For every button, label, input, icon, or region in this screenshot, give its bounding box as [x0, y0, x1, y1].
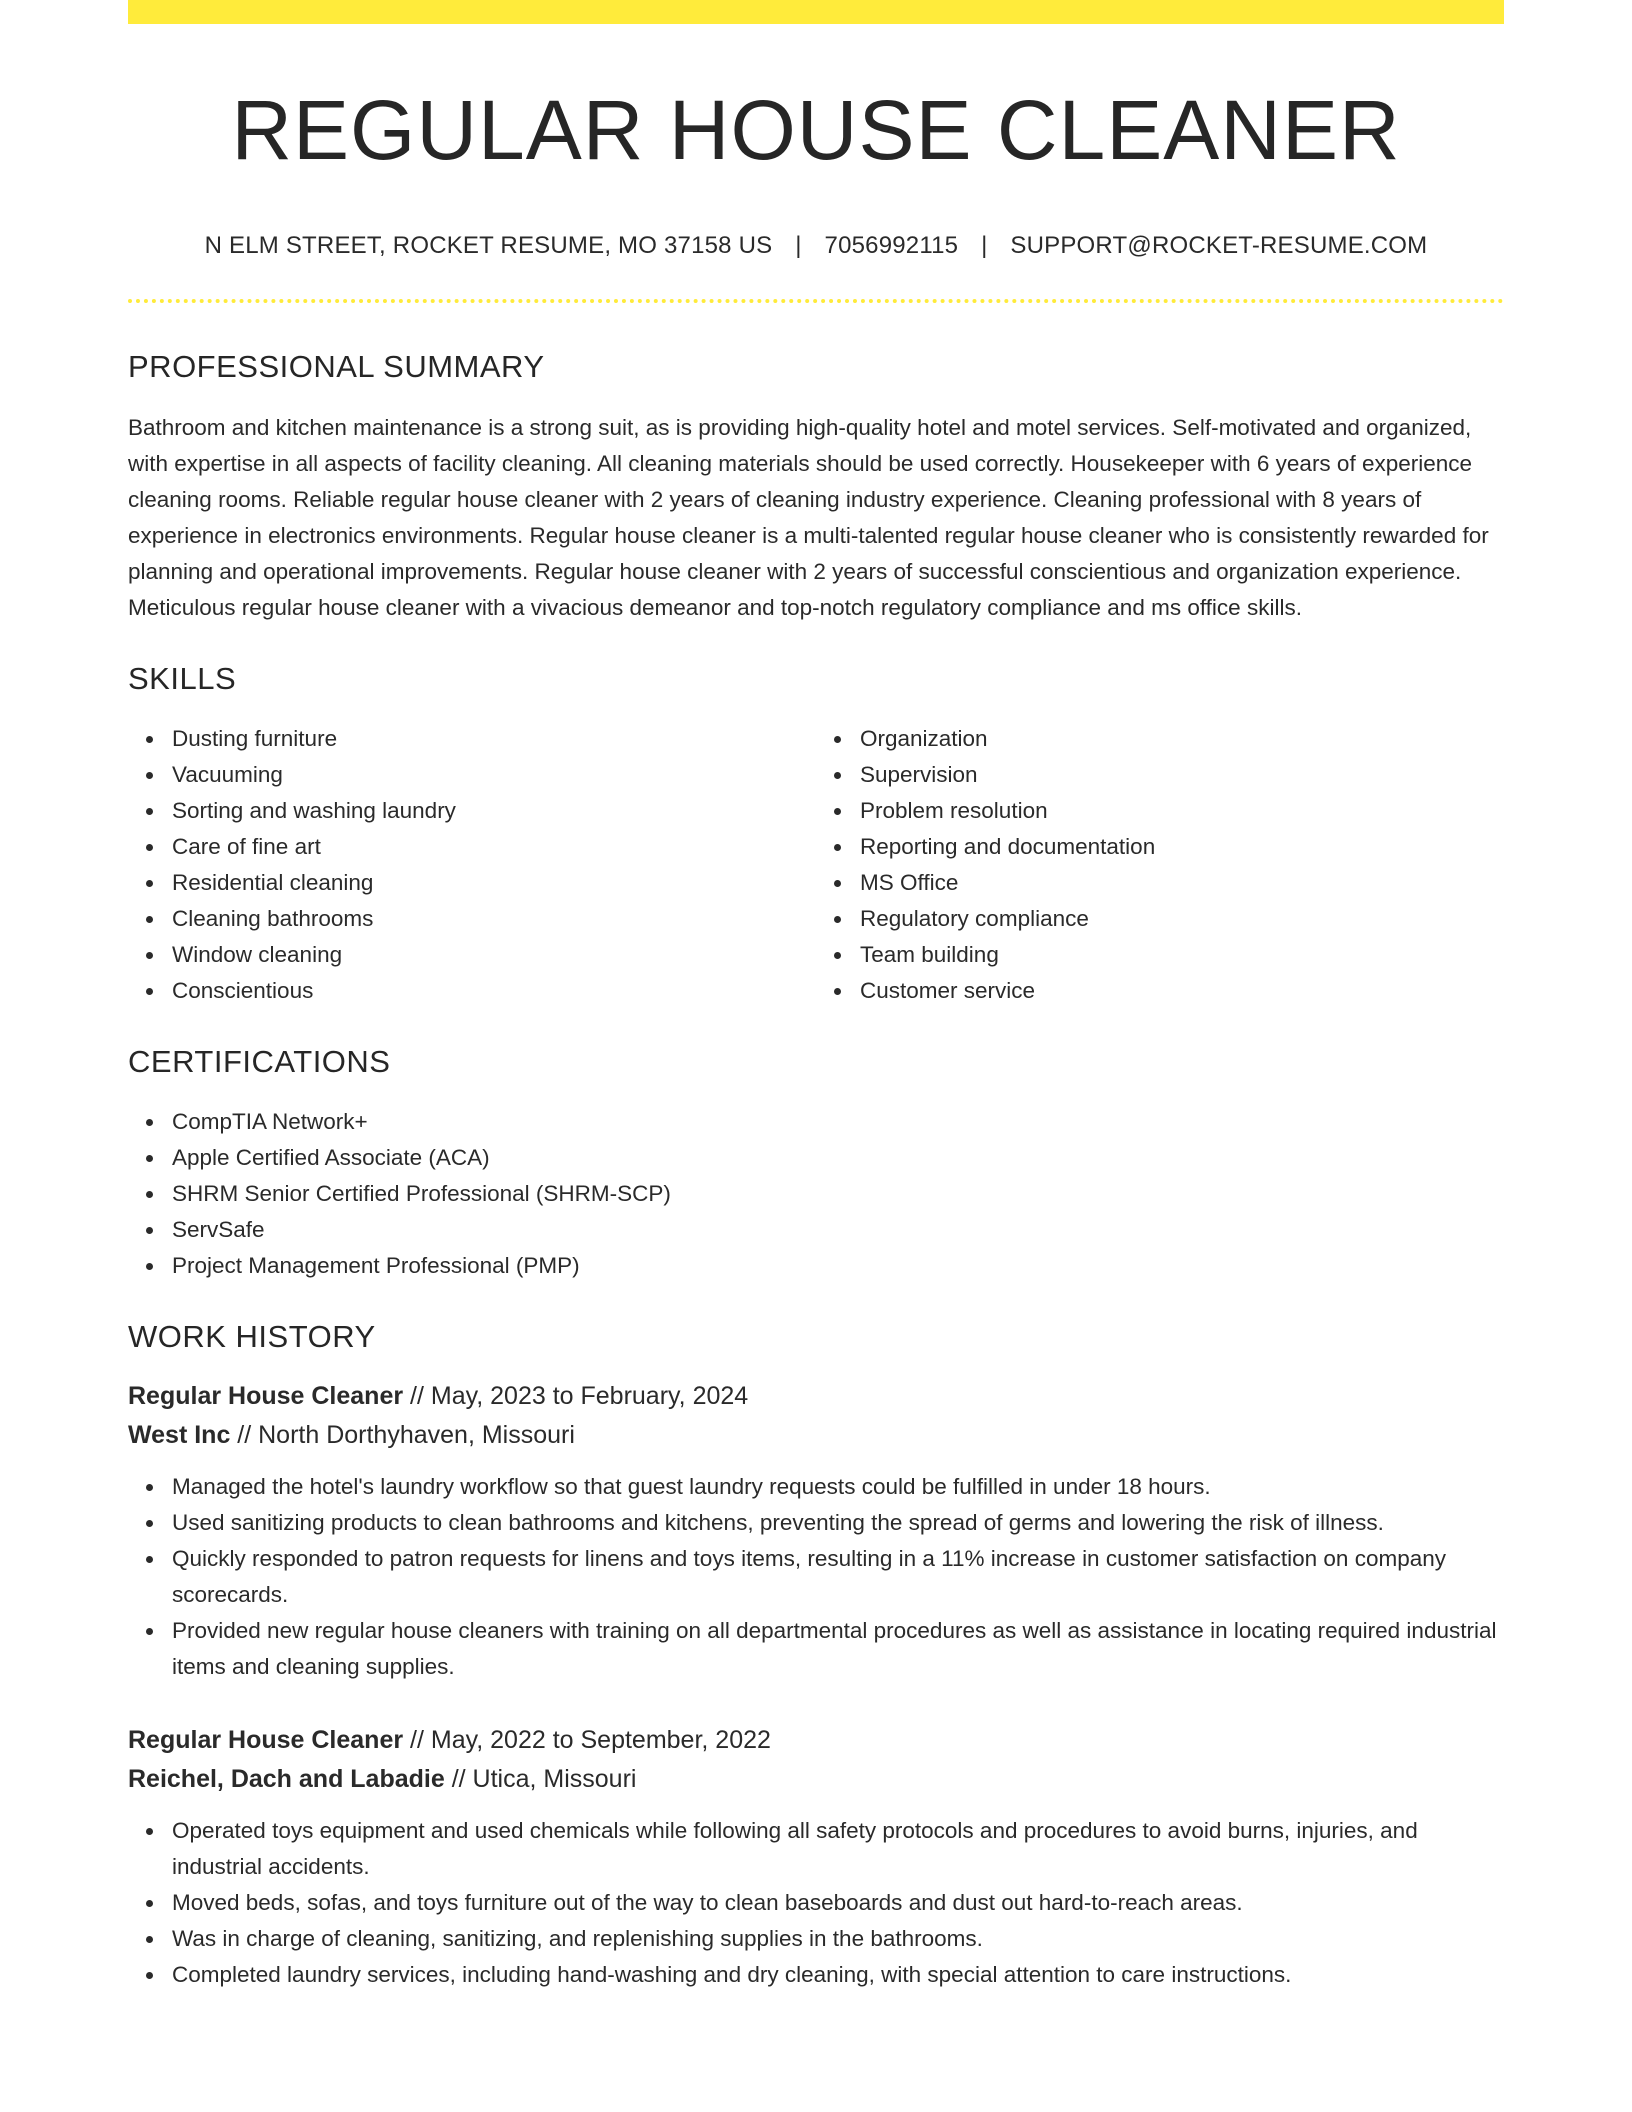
skill-item: Dusting furniture [172, 721, 816, 757]
skill-item: Cleaning bathrooms [172, 901, 816, 937]
skill-item: Care of fine art [172, 829, 816, 865]
job-bullet: Provided new regular house cleaners with training on all departmental procedures as well as assistance in locating required industrial items and cleaning supplies. [172, 1613, 1504, 1685]
job-bullet: Moved beds, sofas, and toys furniture out of the way to clean baseboards and dust out hard-to-reach areas. [172, 1885, 1504, 1921]
skill-item: Reporting and documentation [860, 829, 1504, 865]
skills-list-left [128, 721, 816, 1009]
job-location: // North Dorthyhaven, Missouri [230, 1421, 575, 1450]
job-role: Regular House Cleaner [128, 1382, 404, 1411]
job-bullet: Operated toys equipment and used chemicals while following all safety protocols and procedures to avoid burns, injuries, and industrial accidents. [172, 1813, 1504, 1885]
dotted-divider [128, 299, 1504, 303]
job-company-line [128, 1416, 1504, 1455]
job-dates: // May, 2022 to September, 2022 [403, 1726, 771, 1755]
work-history-heading: WORK HISTORY [128, 1318, 376, 1354]
job-entry [128, 1721, 1504, 1993]
job-bullet: Was in charge of cleaning, sanitizing, and replenishing supplies in the bathrooms. [172, 1921, 1504, 1957]
skills-columns [128, 721, 1504, 1009]
skills-list-right [816, 721, 1504, 1009]
resume-page [128, 0, 1504, 1993]
job-role-line [128, 1721, 1504, 1760]
job-dates: // May, 2023 to February, 2024 [403, 1382, 749, 1411]
skills-heading: SKILLS [128, 660, 237, 696]
job-bullet: Completed laundry services, including hand-washing and dry cleaning, with special attention to care instructions. [172, 1957, 1504, 1993]
summary-text: Bathroom and kitchen maintenance is a strong suit, as is providing high-quality hotel and motel services. Self-motivated and organized, with expertise in all aspects of facility cleaning. All cleaning materials should be used correctly. Housekeeper with 6 years of experience cleaning rooms. Reliable regular house cleaner with 2 years of cleaning industry experience. Cleaning professional with 8 years of experience in electronics environments. Regular house cleaner is a multi-talented regular house cleaner who is consistently rewarded for planning and operational improvements. Regular house cleaner with 2 years of successful conscientious and organization experience. Meticulous regular house cleaner with a vivacious demeanor and top-notch regulatory compliance and ms office skills. [128, 414, 1489, 620]
skill-item: Supervision [860, 757, 1504, 793]
certification-item: SHRM Senior Certified Professional (SHRM-SCP) [172, 1176, 1504, 1212]
contact-email: SUPPORT@ROCKET-RESUME.COM [1010, 232, 1428, 260]
job-bullet: Quickly responded to patron requests for linens and toys items, resulting in a 11% increase in customer satisfaction on company scorecards. [172, 1541, 1504, 1613]
skill-item: Conscientious [172, 973, 816, 1009]
skill-item: Problem resolution [860, 793, 1504, 829]
job-role-line [128, 1377, 1504, 1416]
contact-separator: | [981, 232, 988, 260]
job-company-line [128, 1760, 1504, 1799]
certification-item: CompTIA Network+ [172, 1104, 1504, 1140]
skill-item: Vacuuming [172, 757, 816, 793]
accent-top-bar [128, 0, 1504, 24]
job-bullet: Used sanitizing products to clean bathrooms and kitchens, preventing the spread of germs and lowering the risk of illness. [172, 1505, 1504, 1541]
job-bullet: Managed the hotel's laundry workflow so that guest laundry requests could be fulfilled in under 18 hours. [172, 1469, 1504, 1505]
job-entry [128, 1377, 1504, 1685]
skill-item: Customer service [860, 973, 1504, 1009]
contact-phone: 7056992115 [824, 232, 959, 260]
skill-item: Residential cleaning [172, 865, 816, 901]
certifications-list [128, 1104, 1504, 1284]
certifications-heading: CERTIFICATIONS [128, 1043, 391, 1079]
skill-item: Window cleaning [172, 937, 816, 973]
skill-item: Sorting and washing laundry [172, 793, 816, 829]
certification-item: ServSafe [172, 1212, 1504, 1248]
job-bullet-list [128, 1813, 1504, 1993]
certification-item: Project Management Professional (PMP) [172, 1248, 1504, 1284]
summary-heading: PROFESSIONAL SUMMARY [128, 349, 545, 385]
skill-item: MS Office [860, 865, 1504, 901]
contact-line [128, 232, 1504, 260]
job-company: Reichel, Dach and Labadie [128, 1765, 445, 1794]
job-bullet-list [128, 1469, 1504, 1685]
contact-address: N ELM STREET, ROCKET RESUME, MO 37158 US [204, 232, 773, 260]
job-company: West Inc [128, 1421, 231, 1450]
certification-item: Apple Certified Associate (ACA) [172, 1140, 1504, 1176]
contact-separator: | [795, 232, 802, 260]
skill-item: Team building [860, 937, 1504, 973]
job-location: // Utica, Missouri [444, 1765, 637, 1794]
job-role: Regular House Cleaner [128, 1726, 404, 1755]
resume-title: REGULAR HOUSE CLEANER [231, 83, 1401, 177]
skill-item: Regulatory compliance [860, 901, 1504, 937]
skill-item: Organization [860, 721, 1504, 757]
